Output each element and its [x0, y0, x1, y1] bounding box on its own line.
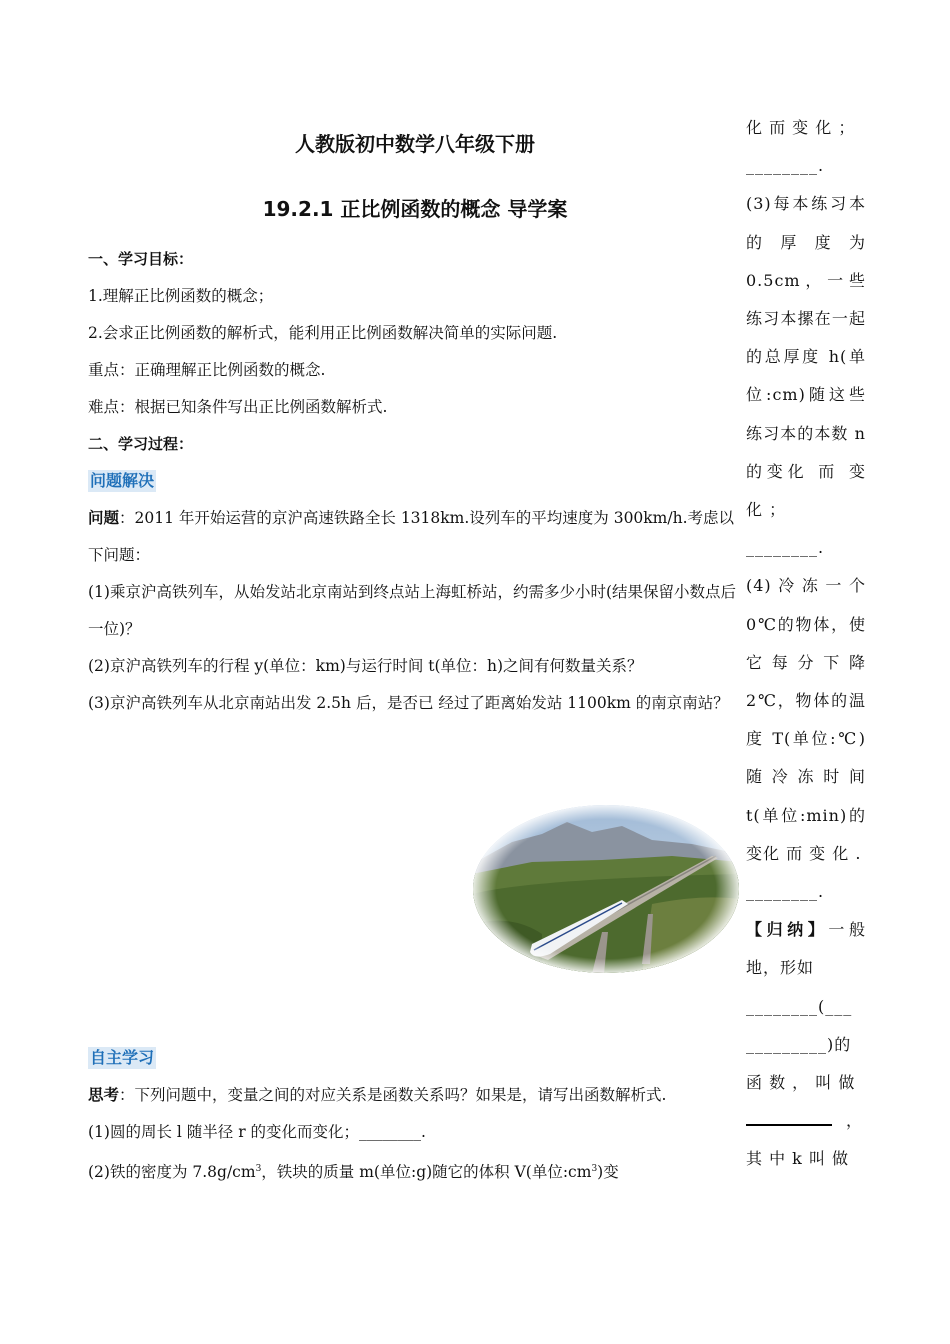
- side-blank-1: ________.: [746, 156, 825, 176]
- question-1: (1)乘京沪高铁列车，从始发站北京南站到终点站上海虹桥站，约需多少小时(结果保留小数点后一位)？: [88, 583, 737, 638]
- summary-line-function: 函 数 ， 叫 做: [746, 1073, 856, 1093]
- think-label: 思考: [88, 1086, 120, 1104]
- think-text: ：下列问题中，变量之间的对应关系是函数关系吗？如果是，请写出函数解析式.: [119, 1086, 667, 1104]
- problem-text: ：2011 年开始运营的京沪高速铁路全长 1318km.设列车的平均速度为 300km/h.考虑以下问题：: [88, 509, 735, 564]
- high-speed-train-photo: [472, 804, 740, 974]
- summary-blank-a: ________(___: [746, 996, 853, 1016]
- side-blank-3: ________.: [746, 882, 825, 902]
- summary-label: 【归纳】: [746, 920, 829, 940]
- think-paragraph: [88, 1077, 740, 1114]
- summary-line-k: 其 中 k 叫 做: [746, 1149, 850, 1169]
- side-blank-2: ________.: [746, 538, 825, 558]
- goal-item-1: 1.理解正比例函数的概念；: [88, 287, 274, 305]
- summary-blank-b: _________)的: [746, 1034, 852, 1054]
- section-tag-problem: 问题解决: [90, 471, 155, 490]
- question-3: (3)京沪高铁列车从北京南站出发 2.5h 后，是否已 经过了距离始发站 1100km 的南京南站？: [88, 694, 729, 712]
- main-column: [88, 241, 740, 722]
- summary-line-blank: ，: [746, 1102, 866, 1140]
- process-heading: 二、学习过程：: [88, 435, 194, 453]
- think-item-2: (2)铁的密度为 $7.8g/cm^3$，铁块的质量 m(单位:g)随它的体积 V(单位$:cm^3$)变: [88, 1163, 619, 1182]
- side-column: [746, 109, 866, 1179]
- document-title: 人教版初中数学八年级下册: [295, 132, 535, 156]
- self-study-section: [88, 1040, 740, 1191]
- problem-paragraph: [88, 500, 740, 574]
- document-subtitle: 19.2.1 正比例函数的概念 导学案: [262, 197, 568, 221]
- side-question-4: (4)冷冻一个 0℃的物体，使它每分下降 2℃，物体的温度 T(单位:℃)随冷冻时间 t(单位:min)的变化 而 变 化 .: [746, 576, 866, 863]
- think-item-1: (1)圆的周长 l 随半径 r 的变化而变化；________.: [88, 1123, 426, 1141]
- question-2: (2)京沪高铁列车的行程 y(单位：km)与运行时间 t(单位：h)之间有何数量关系？: [88, 657, 643, 675]
- side-line-1: 化 而 变 化 ；: [746, 118, 856, 137]
- goal-item-2: 2.会求正比例函数的解析式，能利用正比例函数解决简单的实际问题.: [88, 324, 558, 342]
- section-tag-self-study: 自主学习: [90, 1048, 155, 1067]
- difficulty-point: 难点：根据已知条件写出正比例函数解析式.: [88, 398, 388, 416]
- side-question-3: (3)每本练习本的厚度为 0.5cm，一些练习本摞在一起的总厚度 h(单位:cm)随这些练习本的本数 n 的变化 而 变 化 ；: [746, 194, 866, 520]
- focus-point: 重点：正确理解正比例函数的概念.: [88, 361, 326, 379]
- goals-heading: 一、学习目标：: [88, 250, 194, 268]
- problem-label: 问题: [88, 509, 120, 527]
- fill-blank: [746, 1106, 832, 1126]
- summary-paragraph: 【归纳】一般地，形如: [746, 920, 866, 978]
